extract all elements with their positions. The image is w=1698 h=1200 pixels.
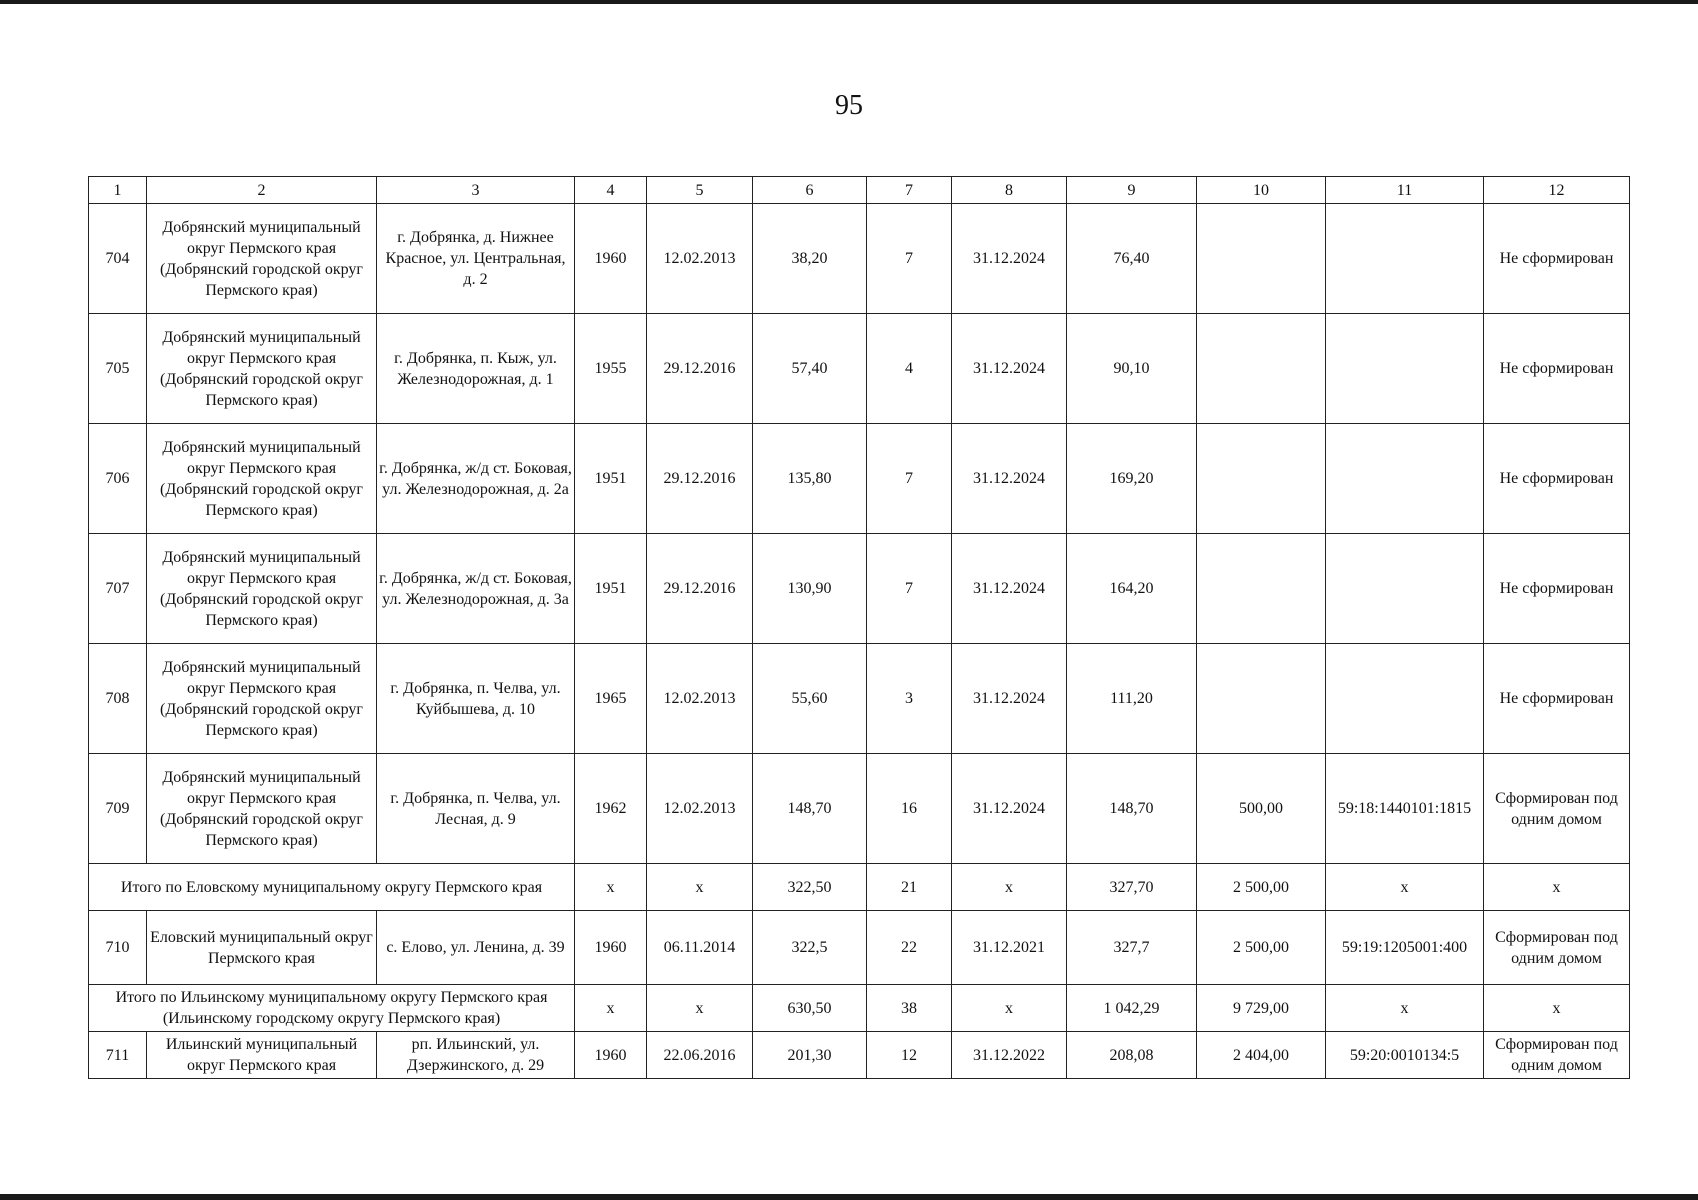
area-total-cell: 169,20 [1067,424,1197,534]
cadastral-cell: 59:20:0010134:5 [1326,1032,1484,1079]
municipality-cell: Добрянский муниципальный округ Пермского края (Добрянский городской округ Пермского края) [147,754,377,864]
land-area-cell [1197,644,1326,754]
residents-cell: 7 [867,534,952,644]
scan-border-top [0,0,1698,4]
subtotal-cell: 327,70 [1067,864,1197,911]
residents-cell: 12 [867,1032,952,1079]
table-row [89,534,1630,644]
year-cell: 1951 [575,534,647,644]
residents-cell: 7 [867,204,952,314]
subtotal-cell: 2 500,00 [1197,864,1326,911]
year-cell: 1960 [575,1032,647,1079]
row-number: 704 [89,204,147,314]
land-area-cell [1197,534,1326,644]
page-number: 95 [835,90,863,121]
year-cell: 1951 [575,424,647,534]
date-cell: 22.06.2016 [647,1032,753,1079]
deadline-cell: 31.12.2024 [952,644,1067,754]
header-cell: 1 [89,177,147,204]
date-cell: 12.02.2013 [647,754,753,864]
date-cell: 29.12.2016 [647,424,753,534]
municipality-cell: Добрянский муниципальный округ Пермского края (Добрянский городской округ Пермского края) [147,424,377,534]
date-cell: 12.02.2013 [647,204,753,314]
year-cell: 1965 [575,644,647,754]
row-number: 707 [89,534,147,644]
land-status-cell: Не сформирован [1484,644,1630,754]
header-cell: 9 [1067,177,1197,204]
address-cell: г. Добрянка, п. Челва, ул. Куйбышева, д. 10 [377,644,575,754]
address-cell: г. Добрянка, п. Челва, ул. Лесная, д. 9 [377,754,575,864]
subtotal-cell: 322,50 [753,864,867,911]
area-cell: 57,40 [753,314,867,424]
subtotal-cell: x [952,864,1067,911]
residents-cell: 7 [867,424,952,534]
address-cell: г. Добрянка, ж/д ст. Боковая, ул. Железнодорожная, д. 3а [377,534,575,644]
row-number: 706 [89,424,147,534]
address-cell: рп. Ильинский, ул. Дзержинского, д. 29 [377,1032,575,1079]
table-row [89,424,1630,534]
area-cell: 322,5 [753,911,867,985]
subtotal-cell: 21 [867,864,952,911]
year-cell: 1960 [575,204,647,314]
header-cell: 8 [952,177,1067,204]
deadline-cell: 31.12.2024 [952,534,1067,644]
land-area-cell: 2 404,00 [1197,1032,1326,1079]
cadastral-cell: 59:19:1205001:400 [1326,911,1484,985]
header-cell: 11 [1326,177,1484,204]
header-cell: 7 [867,177,952,204]
year-cell: 1962 [575,754,647,864]
area-cell: 38,20 [753,204,867,314]
deadline-cell: 31.12.2021 [952,911,1067,985]
header-cell: 2 [147,177,377,204]
land-status-cell: Сформирован под одним домом [1484,1032,1630,1079]
area-total-cell: 327,7 [1067,911,1197,985]
residents-cell: 16 [867,754,952,864]
header-cell: 3 [377,177,575,204]
header-cell: 6 [753,177,867,204]
area-total-cell: 90,10 [1067,314,1197,424]
table-row [89,644,1630,754]
area-cell: 55,60 [753,644,867,754]
subtotal-cell: x [1326,985,1484,1032]
subtotal-cell: x [1484,985,1630,1032]
subtotal-cell: x [1484,864,1630,911]
housing-register-table [88,176,1630,1079]
subtotal-cell: 630,50 [753,985,867,1032]
land-area-cell: 500,00 [1197,754,1326,864]
area-cell: 148,70 [753,754,867,864]
address-cell: г. Добрянка, д. Нижнее Красное, ул. Центральная, д. 2 [377,204,575,314]
header-cell: 5 [647,177,753,204]
cadastral-cell [1326,314,1484,424]
table-row [89,1032,1630,1079]
cadastral-cell: 59:18:1440101:1815 [1326,754,1484,864]
header-cell: 10 [1197,177,1326,204]
deadline-cell: 31.12.2024 [952,314,1067,424]
row-number: 708 [89,644,147,754]
subtotal-label: Итого по Еловскому муниципальному округу Пермского края [89,864,575,911]
subtotal-cell: 9 729,00 [1197,985,1326,1032]
residents-cell: 22 [867,911,952,985]
header-cell: 4 [575,177,647,204]
table-row [89,911,1630,985]
row-number: 711 [89,1032,147,1079]
cadastral-cell [1326,534,1484,644]
subtotal-cell: x [575,985,647,1032]
deadline-cell: 31.12.2024 [952,204,1067,314]
land-area-cell [1197,204,1326,314]
date-cell: 12.02.2013 [647,644,753,754]
municipality-cell: Добрянский муниципальный округ Пермского края (Добрянский городской округ Пермского края) [147,534,377,644]
cadastral-cell [1326,424,1484,534]
subtotal-cell: 1 042,29 [1067,985,1197,1032]
address-cell: г. Добрянка, п. Кыж, ул. Железнодорожная, д. 1 [377,314,575,424]
municipality-cell: Ильинский муниципальный округ Пермского края [147,1032,377,1079]
date-cell: 06.11.2014 [647,911,753,985]
row-number: 710 [89,911,147,985]
land-status-cell: Не сформирован [1484,314,1630,424]
date-cell: 29.12.2016 [647,534,753,644]
area-total-cell: 208,08 [1067,1032,1197,1079]
area-cell: 135,80 [753,424,867,534]
land-area-cell: 2 500,00 [1197,911,1326,985]
area-cell: 130,90 [753,534,867,644]
row-number: 709 [89,754,147,864]
land-status-cell: Не сформирован [1484,424,1630,534]
deadline-cell: 31.12.2022 [952,1032,1067,1079]
subtotal-cell: x [575,864,647,911]
subtotal-row-ilinsky [89,985,1630,1032]
land-status-cell: Сформирован под одним домом [1484,754,1630,864]
subtotal-cell: 38 [867,985,952,1032]
deadline-cell: 31.12.2024 [952,424,1067,534]
subtotal-cell: x [647,864,753,911]
deadline-cell: 31.12.2024 [952,754,1067,864]
subtotal-row-elovo [89,864,1630,911]
residents-cell: 3 [867,644,952,754]
area-cell: 201,30 [753,1032,867,1079]
table-row [89,204,1630,314]
header-cell: 12 [1484,177,1630,204]
area-total-cell: 76,40 [1067,204,1197,314]
area-total-cell: 164,20 [1067,534,1197,644]
land-area-cell [1197,424,1326,534]
year-cell: 1960 [575,911,647,985]
land-status-cell: Не сформирован [1484,204,1630,314]
subtotal-label: Итого по Ильинскому муниципальному округу Пермского края (Ильинскому городскому округу Пермского края) [89,985,575,1032]
residents-cell: 4 [867,314,952,424]
area-total-cell: 148,70 [1067,754,1197,864]
address-cell: с. Елово, ул. Ленина, д. 39 [377,911,575,985]
column-number-row [89,177,1630,204]
subtotal-cell: x [647,985,753,1032]
municipality-cell: Добрянский муниципальный округ Пермского края (Добрянский городской округ Пермского края) [147,204,377,314]
address-cell: г. Добрянка, ж/д ст. Боковая, ул. Железнодорожная, д. 2а [377,424,575,534]
cadastral-cell [1326,204,1484,314]
scan-border-bottom [0,1194,1698,1200]
land-status-cell: Сформирован под одним домом [1484,911,1630,985]
table-row [89,314,1630,424]
land-status-cell: Не сформирован [1484,534,1630,644]
area-total-cell: 111,20 [1067,644,1197,754]
cadastral-cell [1326,644,1484,754]
year-cell: 1955 [575,314,647,424]
row-number: 705 [89,314,147,424]
municipality-cell: Добрянский муниципальный округ Пермского края (Добрянский городской округ Пермского края) [147,644,377,754]
land-area-cell [1197,314,1326,424]
date-cell: 29.12.2016 [647,314,753,424]
table-row [89,754,1630,864]
subtotal-cell: x [952,985,1067,1032]
subtotal-cell: x [1326,864,1484,911]
municipality-cell: Добрянский муниципальный округ Пермского края (Добрянский городской округ Пермского края) [147,314,377,424]
municipality-cell: Еловский муниципальный округ Пермского края [147,911,377,985]
